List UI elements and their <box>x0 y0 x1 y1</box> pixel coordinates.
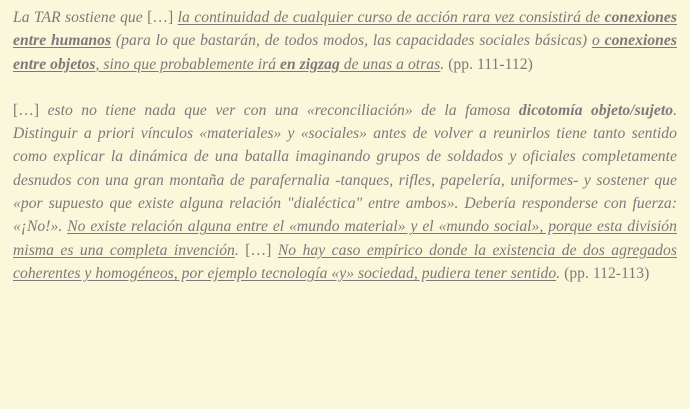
underlined-text: No existe relación alguna entre el «mundo material» y el «mundo social», porque esta división misma es una completa invención <box>13 218 677 259</box>
quote-text: . Distinguir a priori vínculos «materiales» y «sociales» antes de volver a reunirlos tiene tanto sentido como explicar la dinámica de una batalla imaginando grupos de soldados y oficiales completamente desnudos con una gran montaña de parafernalia -tanques, rifles, papelería, uniformes- y sostener que «por supuesto que existe alguna relación "dialéctica" entre ambos». Debería responderse con fuerza: «¡No!». <box>13 101 678 236</box>
quote-text: . <box>556 264 565 282</box>
quote-paragraph-1 <box>13 6 677 76</box>
page-citation: (pp. 111-112) <box>448 55 533 73</box>
quote-text: . <box>440 55 449 73</box>
underlined-segment: o <box>591 32 605 50</box>
underlined-segment: la continuidad de cualquier curso de acción rara vez consistirá de <box>177 9 605 26</box>
quote-text: . <box>234 241 246 259</box>
underlined-segment: , sino que probablemente irá <box>95 55 281 73</box>
quote-paragraph-2 <box>13 99 677 285</box>
bold-term-zigzag: en zigzag <box>280 55 340 73</box>
bold-term-conexiones-humanos: conexiones entre humanos <box>13 9 677 50</box>
ellipsis-marker: […] <box>13 101 40 119</box>
ellipsis-marker: […] <box>245 241 272 259</box>
ellipsis-marker: […] <box>147 9 174 26</box>
bold-term-conexiones-objetos: conexiones entre objetos <box>13 32 677 73</box>
quote-text: La TAR sostiene que <box>13 9 148 26</box>
quote-text: (para lo que bastarán, de todos modos, las capacidades sociales básicas) <box>111 32 592 50</box>
quote-text: esto no tiene nada que ver con una «reconciliación» de la famosa <box>39 101 519 119</box>
underlined-text: No hay caso empírico donde la existencia de dos agregados coherentes y homogéneos, por ejemplo tecnología «y» sociedad, pudiera tener sentido <box>13 241 677 282</box>
page-citation: (pp. 112-113) <box>564 264 650 282</box>
underlined-segment: de unas a otras <box>339 55 441 73</box>
bold-term-dicotomia: dicotomía objeto/sujeto <box>518 101 674 119</box>
